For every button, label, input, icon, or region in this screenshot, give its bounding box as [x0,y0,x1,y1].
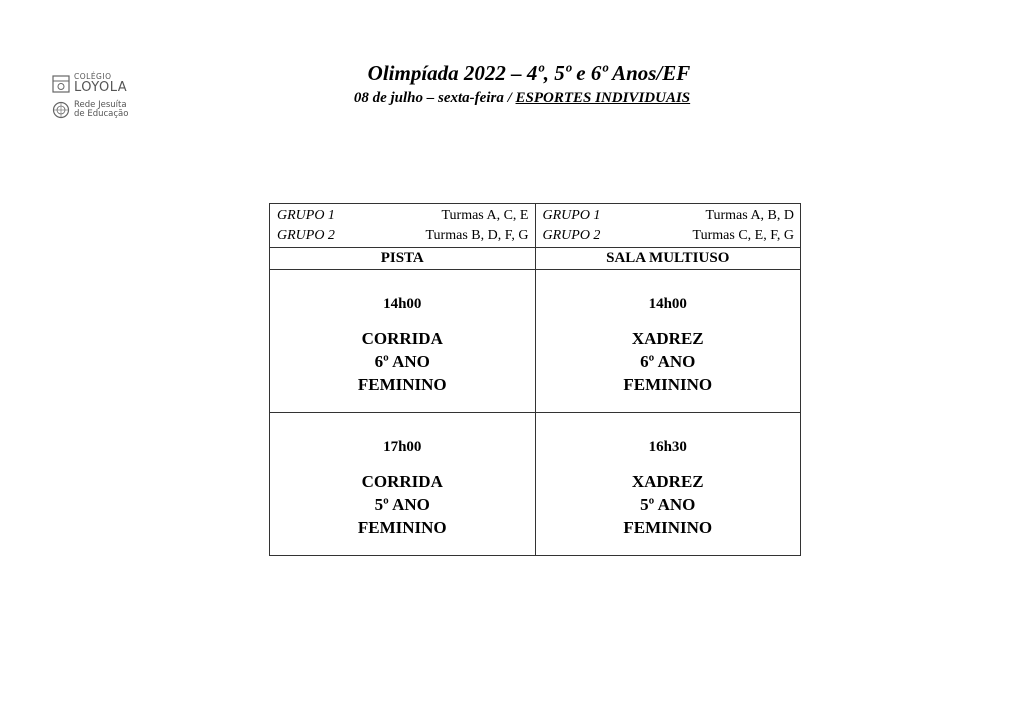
slot-cell [535,413,801,556]
place-row [270,248,801,270]
slot-time: 14h00 [648,296,687,312]
event-year: 6º ANO [640,352,696,371]
place-header-sala: SALA MULTIUSO [535,248,801,270]
group-label: GRUPO 1 [277,208,335,223]
groups-cell-sala [535,204,801,248]
event-name: CORRIDA [361,472,443,491]
logo-network-line1: Rede Jesuíta [74,100,127,110]
logo-big-text: LOYOLA [74,80,128,95]
group-turmas: Turmas B, D, F, G [425,228,529,243]
page-title: Olimpíada 2022 – 4º, 5º e 6º Anos/EF [367,61,691,85]
group-label: GRUPO 2 [277,228,335,243]
slot-time: 14h00 [383,296,422,312]
group-turmas: Turmas A, B, D [705,208,794,223]
event-name: CORRIDA [361,329,443,348]
slot-cell [535,270,801,413]
page-subtitle [0,89,1024,107]
slot-event [536,470,801,539]
group-turmas: Turmas A, C, E [441,208,529,223]
slot-time: 17h00 [383,439,422,455]
place-header-pista: PISTA [270,248,536,270]
group-row [543,226,795,246]
group-label: GRUPO 1 [542,208,601,223]
logo-small-text: COLÉGIO [74,72,112,81]
event-gender: FEMININO [623,375,713,394]
slot-row [270,413,801,556]
logo-network-line2: de Educação [74,109,129,119]
event-gender: FEMININO [357,375,447,394]
slot-event [270,327,535,396]
group-row [277,226,529,246]
group-row [277,206,529,226]
groups-cell-pista [270,204,536,248]
subtitle-date: 08 de julho – sexta-feira / [353,90,516,106]
slot-event [536,327,801,396]
group-row [543,206,795,226]
subtitle-category: ESPORTES INDIVIDUAIS [515,90,691,106]
event-gender: FEMININO [357,518,447,537]
slot-time: 16h30 [648,439,687,455]
event-gender: FEMININO [623,518,713,537]
groups-row [270,204,801,248]
event-name: XADREZ [631,329,704,348]
event-year: 6º ANO [374,352,430,371]
event-year: 5º ANO [374,495,430,514]
slot-cell [270,270,536,413]
group-turmas: Turmas C, E, F, G [692,228,794,243]
event-name: XADREZ [631,472,704,491]
slot-cell [270,413,536,556]
slot-event [270,470,535,539]
event-year: 5º ANO [640,495,696,514]
group-label: GRUPO 2 [542,228,601,243]
schedule-table [269,203,801,556]
slot-row [270,270,801,413]
